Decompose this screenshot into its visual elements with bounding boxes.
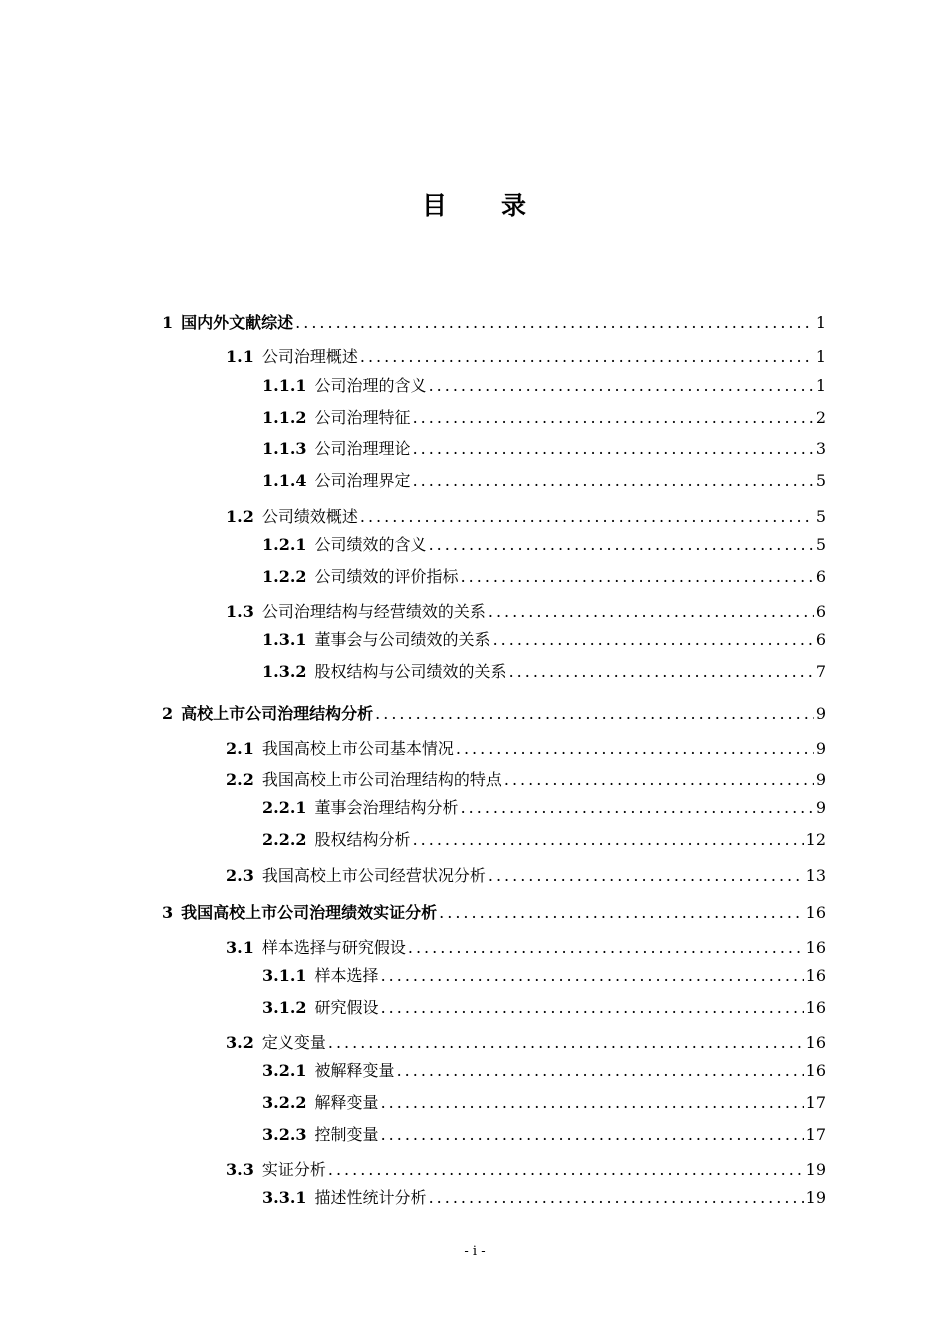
toc-entry[interactable] bbox=[262, 471, 826, 493]
toc-entry-number: 3.2.2 bbox=[262, 1093, 307, 1112]
toc-entry-title: 公司绩效概述 bbox=[261, 507, 358, 526]
toc-entry-number: 1.3.2 bbox=[262, 662, 307, 681]
toc-dot-leader bbox=[413, 830, 804, 850]
toc-entry[interactable] bbox=[262, 830, 826, 852]
page-number-footer: - i - bbox=[464, 1244, 486, 1259]
toc-entry-number: 3 bbox=[162, 903, 174, 922]
toc-dot-leader bbox=[429, 1188, 804, 1208]
toc-entry-title: 被解释变量 bbox=[314, 1061, 395, 1080]
toc-entry-title: 我国高校上市公司治理绩效实证分析 bbox=[181, 903, 438, 922]
toc-dot-leader bbox=[413, 439, 814, 459]
toc-entry[interactable] bbox=[262, 1061, 826, 1083]
toc-entry-page: 6 bbox=[815, 567, 826, 586]
toc-title-part1: 目 bbox=[421, 191, 449, 220]
toc-entry-number: 2.2 bbox=[226, 770, 254, 789]
toc-entry-number: 1.2 bbox=[226, 507, 254, 526]
toc-entry[interactable] bbox=[226, 938, 826, 960]
toc-dot-leader bbox=[381, 966, 804, 986]
toc-dot-leader bbox=[328, 1160, 804, 1180]
toc-entry-title: 控制变量 bbox=[314, 1125, 379, 1144]
toc-entry-title: 实证分析 bbox=[261, 1160, 326, 1179]
toc-dot-leader bbox=[456, 739, 814, 759]
toc-entry-page: 16 bbox=[805, 998, 826, 1017]
toc-dot-leader bbox=[328, 1033, 804, 1053]
toc-entry-title: 公司绩效的含义 bbox=[314, 535, 427, 554]
toc-entry[interactable] bbox=[226, 866, 826, 888]
toc-dot-leader bbox=[493, 630, 814, 650]
toc-dot-leader bbox=[488, 866, 804, 886]
toc-entry-number: 3.2 bbox=[226, 1033, 254, 1052]
toc-entry[interactable] bbox=[262, 998, 826, 1020]
toc-entry[interactable] bbox=[262, 966, 826, 988]
toc-dot-leader bbox=[504, 770, 814, 790]
toc-entry-number: 3.3.1 bbox=[262, 1188, 307, 1207]
toc-entry-title: 国内外文献综述 bbox=[181, 313, 294, 332]
toc-entry-title: 公司治理界定 bbox=[314, 471, 411, 490]
toc-entry[interactable] bbox=[262, 535, 826, 557]
toc-dot-leader bbox=[488, 602, 814, 622]
toc-entry[interactable] bbox=[262, 630, 826, 652]
toc-entry-title: 股权结构与公司绩效的关系 bbox=[314, 662, 507, 681]
toc-entry-page: 16 bbox=[805, 1061, 826, 1080]
toc-entry[interactable] bbox=[162, 313, 826, 335]
toc-entry-page: 6 bbox=[815, 602, 826, 621]
toc-entry-page: 3 bbox=[815, 439, 826, 458]
toc-entry-page: 9 bbox=[815, 770, 826, 789]
toc-entry[interactable] bbox=[262, 1125, 826, 1147]
toc-entry-title: 董事会与公司绩效的关系 bbox=[314, 630, 491, 649]
toc-entry-title: 我国高校上市公司经营状况分析 bbox=[261, 866, 486, 885]
toc-dot-leader bbox=[461, 798, 814, 818]
toc-dot-leader bbox=[413, 471, 814, 491]
toc-entry-page: 13 bbox=[805, 866, 826, 885]
toc-title bbox=[0, 186, 950, 222]
toc-entry-title: 解释变量 bbox=[314, 1093, 379, 1112]
toc-entry-title: 公司治理特征 bbox=[314, 408, 411, 427]
toc-entry-number: 1 bbox=[162, 313, 174, 332]
toc-entry-number: 1.1.1 bbox=[262, 376, 307, 395]
toc-entry-page: 5 bbox=[815, 535, 826, 554]
toc-entry-title: 研究假设 bbox=[314, 998, 379, 1017]
toc-dot-leader bbox=[381, 998, 804, 1018]
toc-entry-title: 公司绩效的评价指标 bbox=[314, 567, 459, 586]
toc-dot-leader bbox=[408, 938, 804, 958]
toc-entry[interactable] bbox=[262, 567, 826, 589]
toc-entry-number: 3.3 bbox=[226, 1160, 254, 1179]
toc-entry-title: 样本选择与研究假设 bbox=[261, 938, 406, 957]
toc-dot-leader bbox=[429, 376, 814, 396]
toc-entry-page: 7 bbox=[815, 662, 826, 681]
toc-entry-title: 董事会治理结构分析 bbox=[314, 798, 459, 817]
toc-entry-number: 1.3.1 bbox=[262, 630, 307, 649]
toc-entry-number: 3.1.1 bbox=[262, 966, 307, 985]
toc-dot-leader bbox=[429, 535, 814, 555]
toc-dot-leader bbox=[439, 903, 803, 923]
toc-entry-title: 公司治理概述 bbox=[261, 347, 358, 366]
toc-entry-page: 9 bbox=[815, 798, 826, 817]
toc-dot-leader bbox=[375, 704, 814, 724]
toc-entry-title: 描述性统计分析 bbox=[314, 1188, 427, 1207]
toc-entry-number: 1.2.2 bbox=[262, 567, 307, 586]
toc-entry-page: 16 bbox=[805, 966, 826, 985]
toc-entry[interactable] bbox=[226, 770, 826, 792]
toc-entry-page: 19 bbox=[805, 1188, 826, 1207]
toc-entry-number: 1.1.2 bbox=[262, 408, 307, 427]
toc-entry-title: 公司治理理论 bbox=[314, 439, 411, 458]
toc-entry-page: 9 bbox=[815, 704, 826, 723]
toc-entry[interactable] bbox=[262, 1188, 826, 1210]
toc-dot-leader bbox=[381, 1125, 804, 1145]
toc-entry[interactable] bbox=[262, 408, 826, 430]
toc-entry[interactable] bbox=[162, 903, 826, 925]
toc-entry[interactable] bbox=[262, 798, 826, 820]
toc-entry-page: 12 bbox=[805, 830, 826, 849]
toc-entry-page: 1 bbox=[815, 347, 826, 366]
toc-entry[interactable] bbox=[226, 739, 826, 761]
toc-entry-page: 2 bbox=[815, 408, 826, 427]
toc-entry-title: 我国高校上市公司基本情况 bbox=[261, 739, 454, 758]
toc-dot-leader bbox=[295, 313, 814, 333]
toc-entry-number: 1.3 bbox=[226, 602, 254, 621]
toc-entry-number: 1.2.1 bbox=[262, 535, 307, 554]
toc-entry[interactable] bbox=[262, 662, 826, 684]
toc-entry-page: 6 bbox=[815, 630, 826, 649]
toc-entry[interactable] bbox=[226, 1033, 826, 1055]
toc-entry-number: 3.2.1 bbox=[262, 1061, 307, 1080]
toc-entry[interactable] bbox=[262, 439, 826, 461]
toc-entry-number: 3.1 bbox=[226, 938, 254, 957]
toc-entry-title: 定义变量 bbox=[261, 1033, 326, 1052]
toc-entry-page: 5 bbox=[815, 471, 826, 490]
toc-entry-title: 我国高校上市公司治理结构的特点 bbox=[261, 770, 502, 789]
toc-entry[interactable] bbox=[262, 376, 826, 398]
toc-entry-number: 1.1.4 bbox=[262, 471, 307, 490]
toc-entry-number: 2.1 bbox=[226, 739, 254, 758]
toc-entry-title: 股权结构分析 bbox=[314, 830, 411, 849]
toc-dot-leader bbox=[461, 567, 814, 587]
toc-dot-leader bbox=[413, 408, 814, 428]
toc-entry-number: 1.1 bbox=[226, 347, 254, 366]
toc-entry-page: 17 bbox=[805, 1125, 826, 1144]
toc-dot-leader bbox=[381, 1093, 804, 1113]
toc-entry-page: 17 bbox=[805, 1093, 826, 1112]
toc-entry-page: 16 bbox=[805, 903, 826, 922]
toc-entry-page: 16 bbox=[805, 938, 826, 957]
toc-entry-title: 样本选择 bbox=[314, 966, 379, 985]
toc-dot-leader bbox=[360, 347, 814, 367]
toc-entry[interactable] bbox=[226, 1160, 826, 1182]
toc-entry-number: 2.3 bbox=[226, 866, 254, 885]
toc-entry-number: 1.1.3 bbox=[262, 439, 307, 458]
toc-entry-number: 3.1.2 bbox=[262, 998, 307, 1017]
toc-entry-title: 高校上市公司治理结构分析 bbox=[181, 704, 374, 723]
toc-entry-page: 5 bbox=[815, 507, 826, 526]
toc-entry[interactable] bbox=[262, 1093, 826, 1115]
toc-entry-title: 公司治理结构与经营绩效的关系 bbox=[261, 602, 486, 621]
toc-title-part2: 录 bbox=[501, 191, 529, 220]
toc-entry-number: 2 bbox=[162, 704, 174, 723]
toc-entry[interactable] bbox=[226, 507, 826, 529]
toc-dot-leader bbox=[360, 507, 814, 527]
toc-entry[interactable] bbox=[226, 602, 826, 624]
toc-dot-leader bbox=[509, 662, 814, 682]
toc-entry-number: 3.2.3 bbox=[262, 1125, 307, 1144]
toc-dot-leader bbox=[397, 1061, 804, 1081]
toc-entry-number: 2.2.1 bbox=[262, 798, 307, 817]
toc-entry-page: 1 bbox=[815, 376, 826, 395]
toc-entry[interactable] bbox=[226, 347, 826, 369]
toc-entry[interactable] bbox=[162, 704, 826, 726]
toc-entry-number: 2.2.2 bbox=[262, 830, 307, 849]
toc-entry-page: 9 bbox=[815, 739, 826, 758]
toc-entry-page: 16 bbox=[805, 1033, 826, 1052]
toc-entry-page: 1 bbox=[815, 313, 826, 332]
toc-entry-title: 公司治理的含义 bbox=[314, 376, 427, 395]
toc-entry-page: 19 bbox=[805, 1160, 826, 1179]
